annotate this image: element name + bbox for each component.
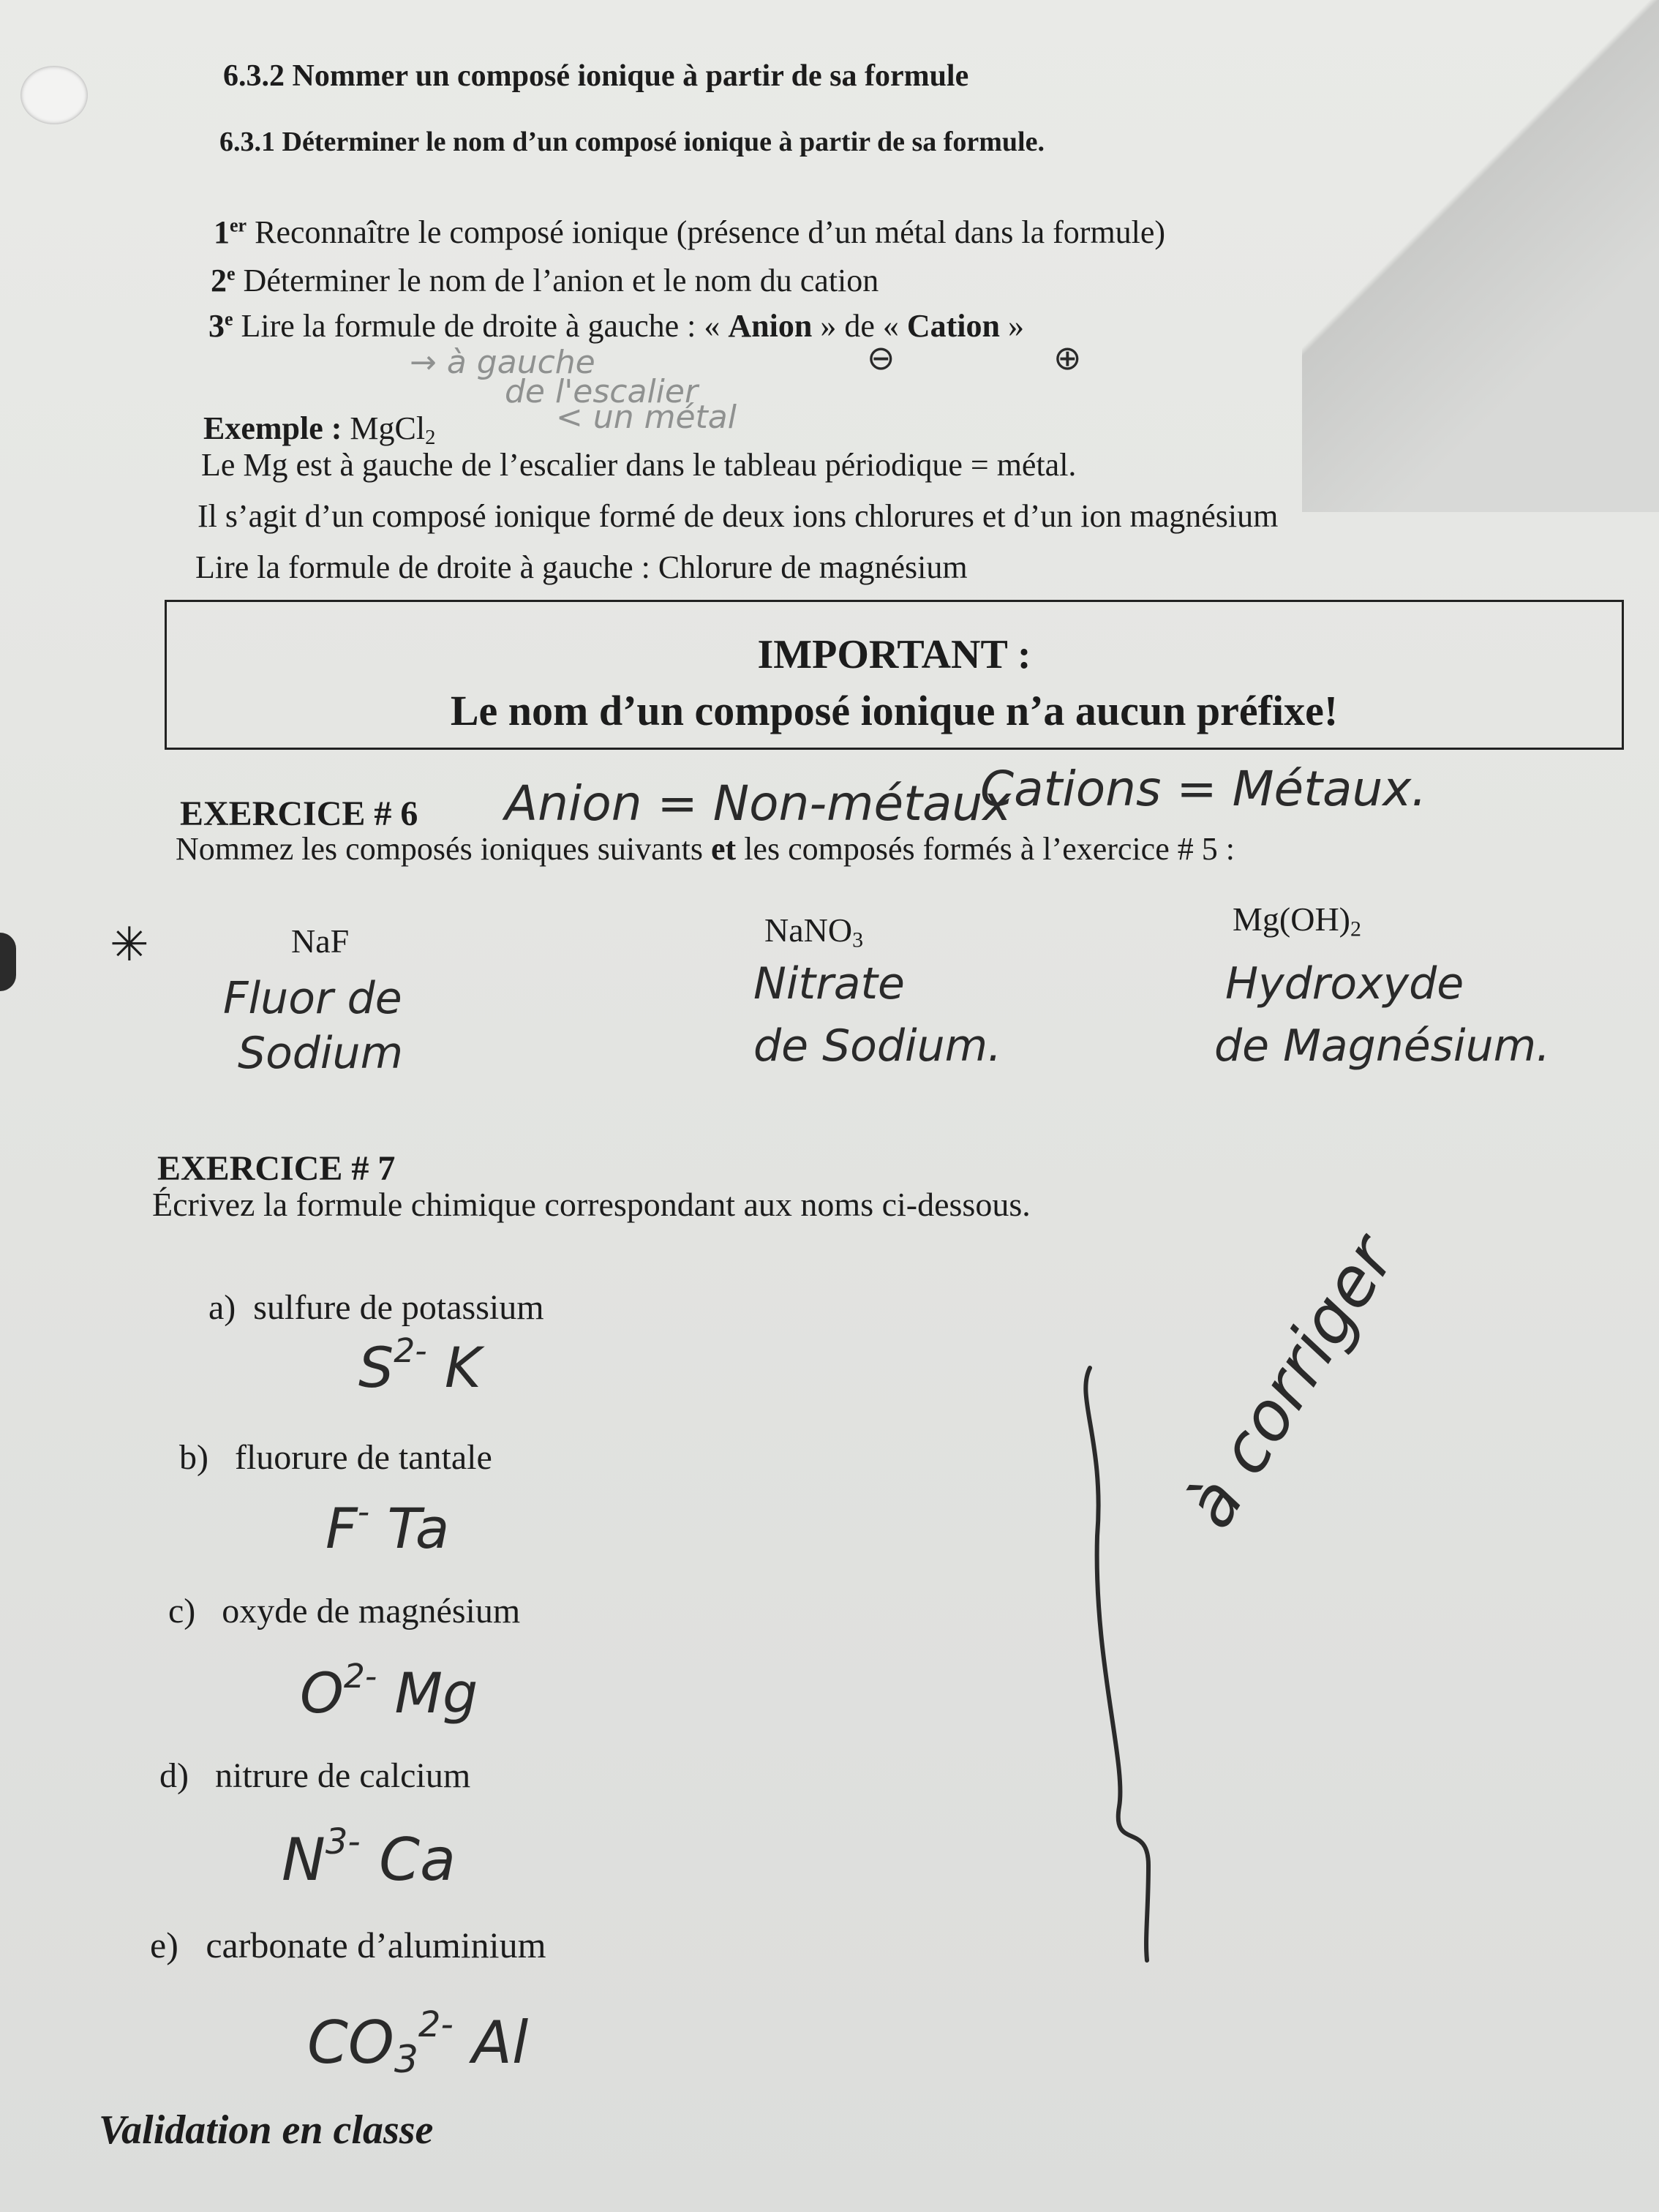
step-2: 2e Déterminer le nom de l’anion et le nom du cation — [211, 263, 879, 298]
exercise-6-instruction: Nommez les composés ioniques suivants et les composés formés à l’exercice # 5 : — [176, 831, 1235, 867]
ex6-answer-1b: Sodium — [238, 1028, 404, 1079]
asterisk-mark: ✳ — [110, 919, 149, 971]
exercise-7-title: EXERCICE # 7 — [157, 1149, 396, 1188]
ex6-answer-3a: Hydroxyde — [1225, 958, 1464, 1009]
step-1: 1er Reconnaître le composé ionique (présence d’un métal dans la formule) — [214, 214, 1166, 250]
ex6-formula-nano3: NaNO$_3$ — [764, 911, 864, 952]
note-escalier: de l'escalier — [505, 373, 699, 410]
ex6-answer-2b: de Sodium. — [753, 1020, 1002, 1072]
example-label: Exemple : MgCl$_2$ — [203, 410, 436, 450]
important-heading: IMPORTANT : — [757, 632, 1031, 677]
ex7-answer-d: $N^{3-}$ Ca — [282, 1821, 456, 1894]
edge-clip — [0, 933, 16, 991]
ex7-item-a: a) sulfure de potassium — [208, 1288, 544, 1327]
note-metal: < un métal — [556, 399, 737, 436]
exercise-7-instruction: Écrivez la formule chimique correspondant aux noms ci-dessous. — [152, 1186, 1031, 1223]
ex6-answer-2a: Nitrate — [753, 958, 905, 1009]
ex6-answer-1a: Fluor de — [223, 973, 402, 1024]
ex7-item-c: c) oxyde de magnésium — [168, 1592, 521, 1630]
ex6-formula-naf: NaF — [291, 922, 350, 960]
example-line-2: Il s’agit d’un composé ionique formé de deux ions chlorures et d’un ion magnésium — [198, 498, 1279, 534]
ex7-answer-a: $S^{2-}$ K — [358, 1331, 481, 1401]
ex7-answer-b: F- Ta — [326, 1492, 450, 1562]
minus-sign: ⊖ — [867, 338, 895, 377]
exercise-6-title: EXERCICE # 6 — [180, 794, 418, 833]
handwritten-bracket — [1061, 1353, 1178, 1968]
example-line-1: Le Mg est à gauche de l’escalier dans le tableau périodique = métal. — [201, 447, 1077, 483]
ex6-answer-3b: de Magnésium. — [1214, 1020, 1551, 1072]
anion-definition: Anion = Non-métaux — [505, 775, 1012, 832]
ex7-item-d: d) nitrure de calcium — [159, 1756, 471, 1795]
page-fold-shadow — [1302, 0, 1659, 512]
important-box — [165, 600, 1624, 750]
step-3: 3e Lire la formule de droite à gauche : « Anion » de « Cation » — [208, 308, 1024, 344]
section-title-632: 6.3.2 Nommer un composé ionique à partir de sa formule — [223, 59, 969, 93]
ex7-item-b: b) fluorure de tantale — [179, 1438, 492, 1477]
ex7-item-e: e) carbonate d’aluminium — [150, 1925, 546, 1965]
ex7-answer-c: $O^{2-}$ Mg — [300, 1657, 478, 1726]
footer-validation: Validation en classe — [99, 2107, 434, 2153]
important-rule: Le nom d’un composé ionique n’a aucun préfixe! — [450, 687, 1339, 734]
punch-hole — [20, 66, 88, 124]
section-title-631: 6.3.1 Déterminer le nom d’un composé ionique à partir de sa formule. — [219, 127, 1045, 157]
ex6-formula-mgoh2: $Mg(OH)_2$ — [1233, 900, 1361, 941]
cation-definition: Cations = Métaux. — [980, 761, 1427, 817]
example-line-3: Lire la formule de droite à gauche : Chlorure de magnésium — [195, 549, 968, 585]
note-gauche: → à gauche — [410, 344, 595, 381]
note-a-corriger: à corriger — [1170, 1222, 1410, 1541]
ex7-answer-e: $CO_3^{2-}$ Al — [307, 2004, 529, 2082]
plus-sign: ⊕ — [1053, 338, 1082, 377]
